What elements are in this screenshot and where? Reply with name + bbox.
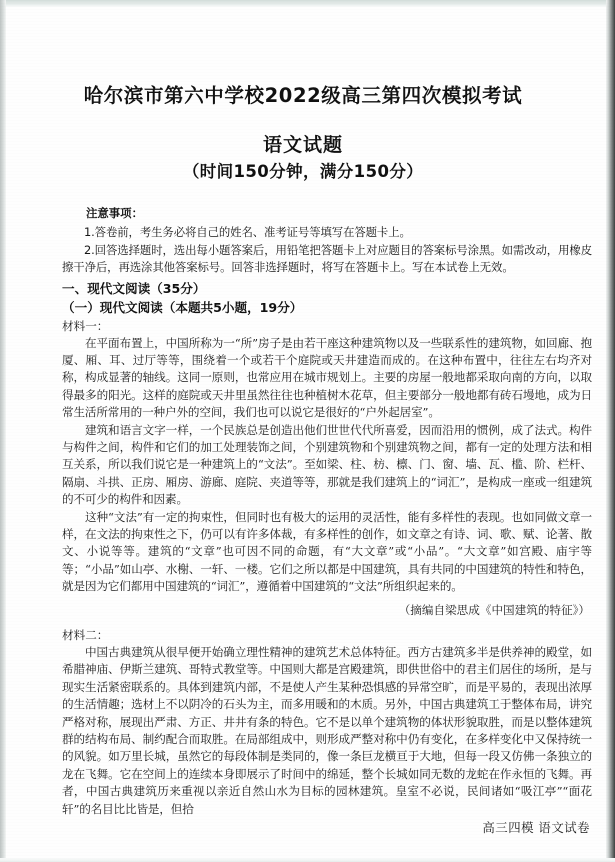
material-gap [62, 619, 592, 626]
scan-edge-right [606, 0, 615, 862]
page-footer: 高三四模 语文试卷 [482, 820, 590, 835]
material-two-paragraph-1: 中国古典建筑从很早便开始确立理性精神的建筑艺术总体特征。西方古建筑多半是供养神的殿堂，如希腊神庙、伊斯兰建筑、哥特式教堂等。中国则大都是宫殿建筑，即供世俗中的君主们居住的场所，是与现实生活紧密联系的。具体到建筑内部，不是使人产生某种恐惧感的异常空旷，而是平易的，表现出浓厚的生活情趣；选材上不以阴冷的石头为主，而多用暖和的木质。另外，中国古典建筑工于整体布局，讲究严格对称，展现出严肃、方正、井井有条的特色。它不是以单个建筑物的体状形貌取胜，而是以整体建筑群的结构布局、制约配合而取胜。在局部组成中，则形成严整对称中仍有变化，在多样变化中又保持统一的风貌。如万里长城，虽然它的每段体制是类同的，像一条巨龙横亘于大地，但每一段又仿佛一条独立的龙在飞舞。它在空间上的连续本身即展示了时间中的绵延，整个长城如同无数的龙蛇在作永恒的飞舞。再者，中国古典建筑历来重视以亲近自然山水为目标的园林建筑。皇室不必说，民间诸如“吸江亭”“面花轩”的名目比比皆是，但拾 [62, 645, 592, 816]
material-one-label: 材料一： [62, 318, 109, 333]
notice-heading: 注意事项： [86, 206, 143, 220]
page-subtitle: 语文试题 [262, 133, 343, 156]
exam-time-and-score: （时间150分钟，满分150分） [182, 162, 424, 181]
notice-item-1: 1.答卷前，考生务必将自己的姓名、准考证号等填写在答题卡上。 [84, 225, 411, 239]
material-one-paragraph-3: 这种“文法”有一定的拘束性，但同时也有极大的运用的灵活性，能有多样性的表现。也如同做文章一样，在文法的拘束性之下，仍可以有许多体裁，有多样性的创作，如文章之有诗、词、歌、赋、论著、散文、小说等等。建筑的“文章”也可因不同的命题，有“大文章”或“小品”。“大文章”如宫殿、庙宇等等；“小品”如山亭、水榭、一轩、一楼。它们之所以都是中国建筑，具有共同的中国建筑的特性和特色，就是因为它们都用中国建筑的“词汇”，遵循着中国建筑的“文法”所组织起来的。 [62, 509, 592, 594]
material-two-label: 材料二： [62, 628, 109, 642]
scan-edge-bottom [0, 858, 615, 862]
material-one-paragraph-2: 建筑和语言文字一样，一个民族总是创造出他们世世代代所喜爱，因而沿用的惯例，成了法式。构件与构件之间，构件和它们的加工处理装饰之间，个别建筑物和个别建筑物之间，都有一定的处理方法和相互关系，所以我们说它是一种建筑上的“文法”。至如梁、柱、枋、檩、门、窗、墙、瓦、槛、阶、栏杆、隔扇、斗拱、正房、厢房、游廊、庭院、夹道等等，那就是我们建筑上的“词汇”，是构成一座或一组建筑的不可少的构件和因素。 [62, 422, 592, 507]
material-one-paragraph-1: 在平面布置上，中国所称为一“所”房子是由若干座这种建筑物以及一些联系性的建筑物，如回廊、抱厦、厢、耳、过厅等等，围绕着一个或若干个庭院或天井建造而成的。在这种布置中，往往左右均齐对称，构成显著的轴线。这同一原则，也常应用在城市规划上。主要的房屋一般地都采取向南的方向，以取得最多的阳光。这样的庭院或天井里虽然往往也种植树木花草，但主要部分一般地都有砖石墁地，成为日常生活所常用的一种户外的空间，我们也可以说它是很好的“户外起居室”。 [62, 335, 592, 420]
document-body [62, 205, 592, 818]
section-heading: 一、现代文阅读（35分） [62, 280, 206, 296]
notice-item-2: 2.回答选择题时，选出每小题答案后，用铅笔把答题卡上对应题目的答案标号涂黑。如需改动，用橡皮擦干净后，再选涂其他答案标号。回答非选择题时，将写在答题卡上。写在本试卷上无效。 [62, 242, 592, 274]
material-one-attribution: （摘编自梁思成《中国建筑的特征》） [398, 602, 590, 617]
section-subheading: （一）现代文阅读（本题共5小题，19分） [62, 299, 303, 315]
page-title: 哈尔滨市第六中学校2022级高三第四次模拟考试 [83, 84, 523, 107]
